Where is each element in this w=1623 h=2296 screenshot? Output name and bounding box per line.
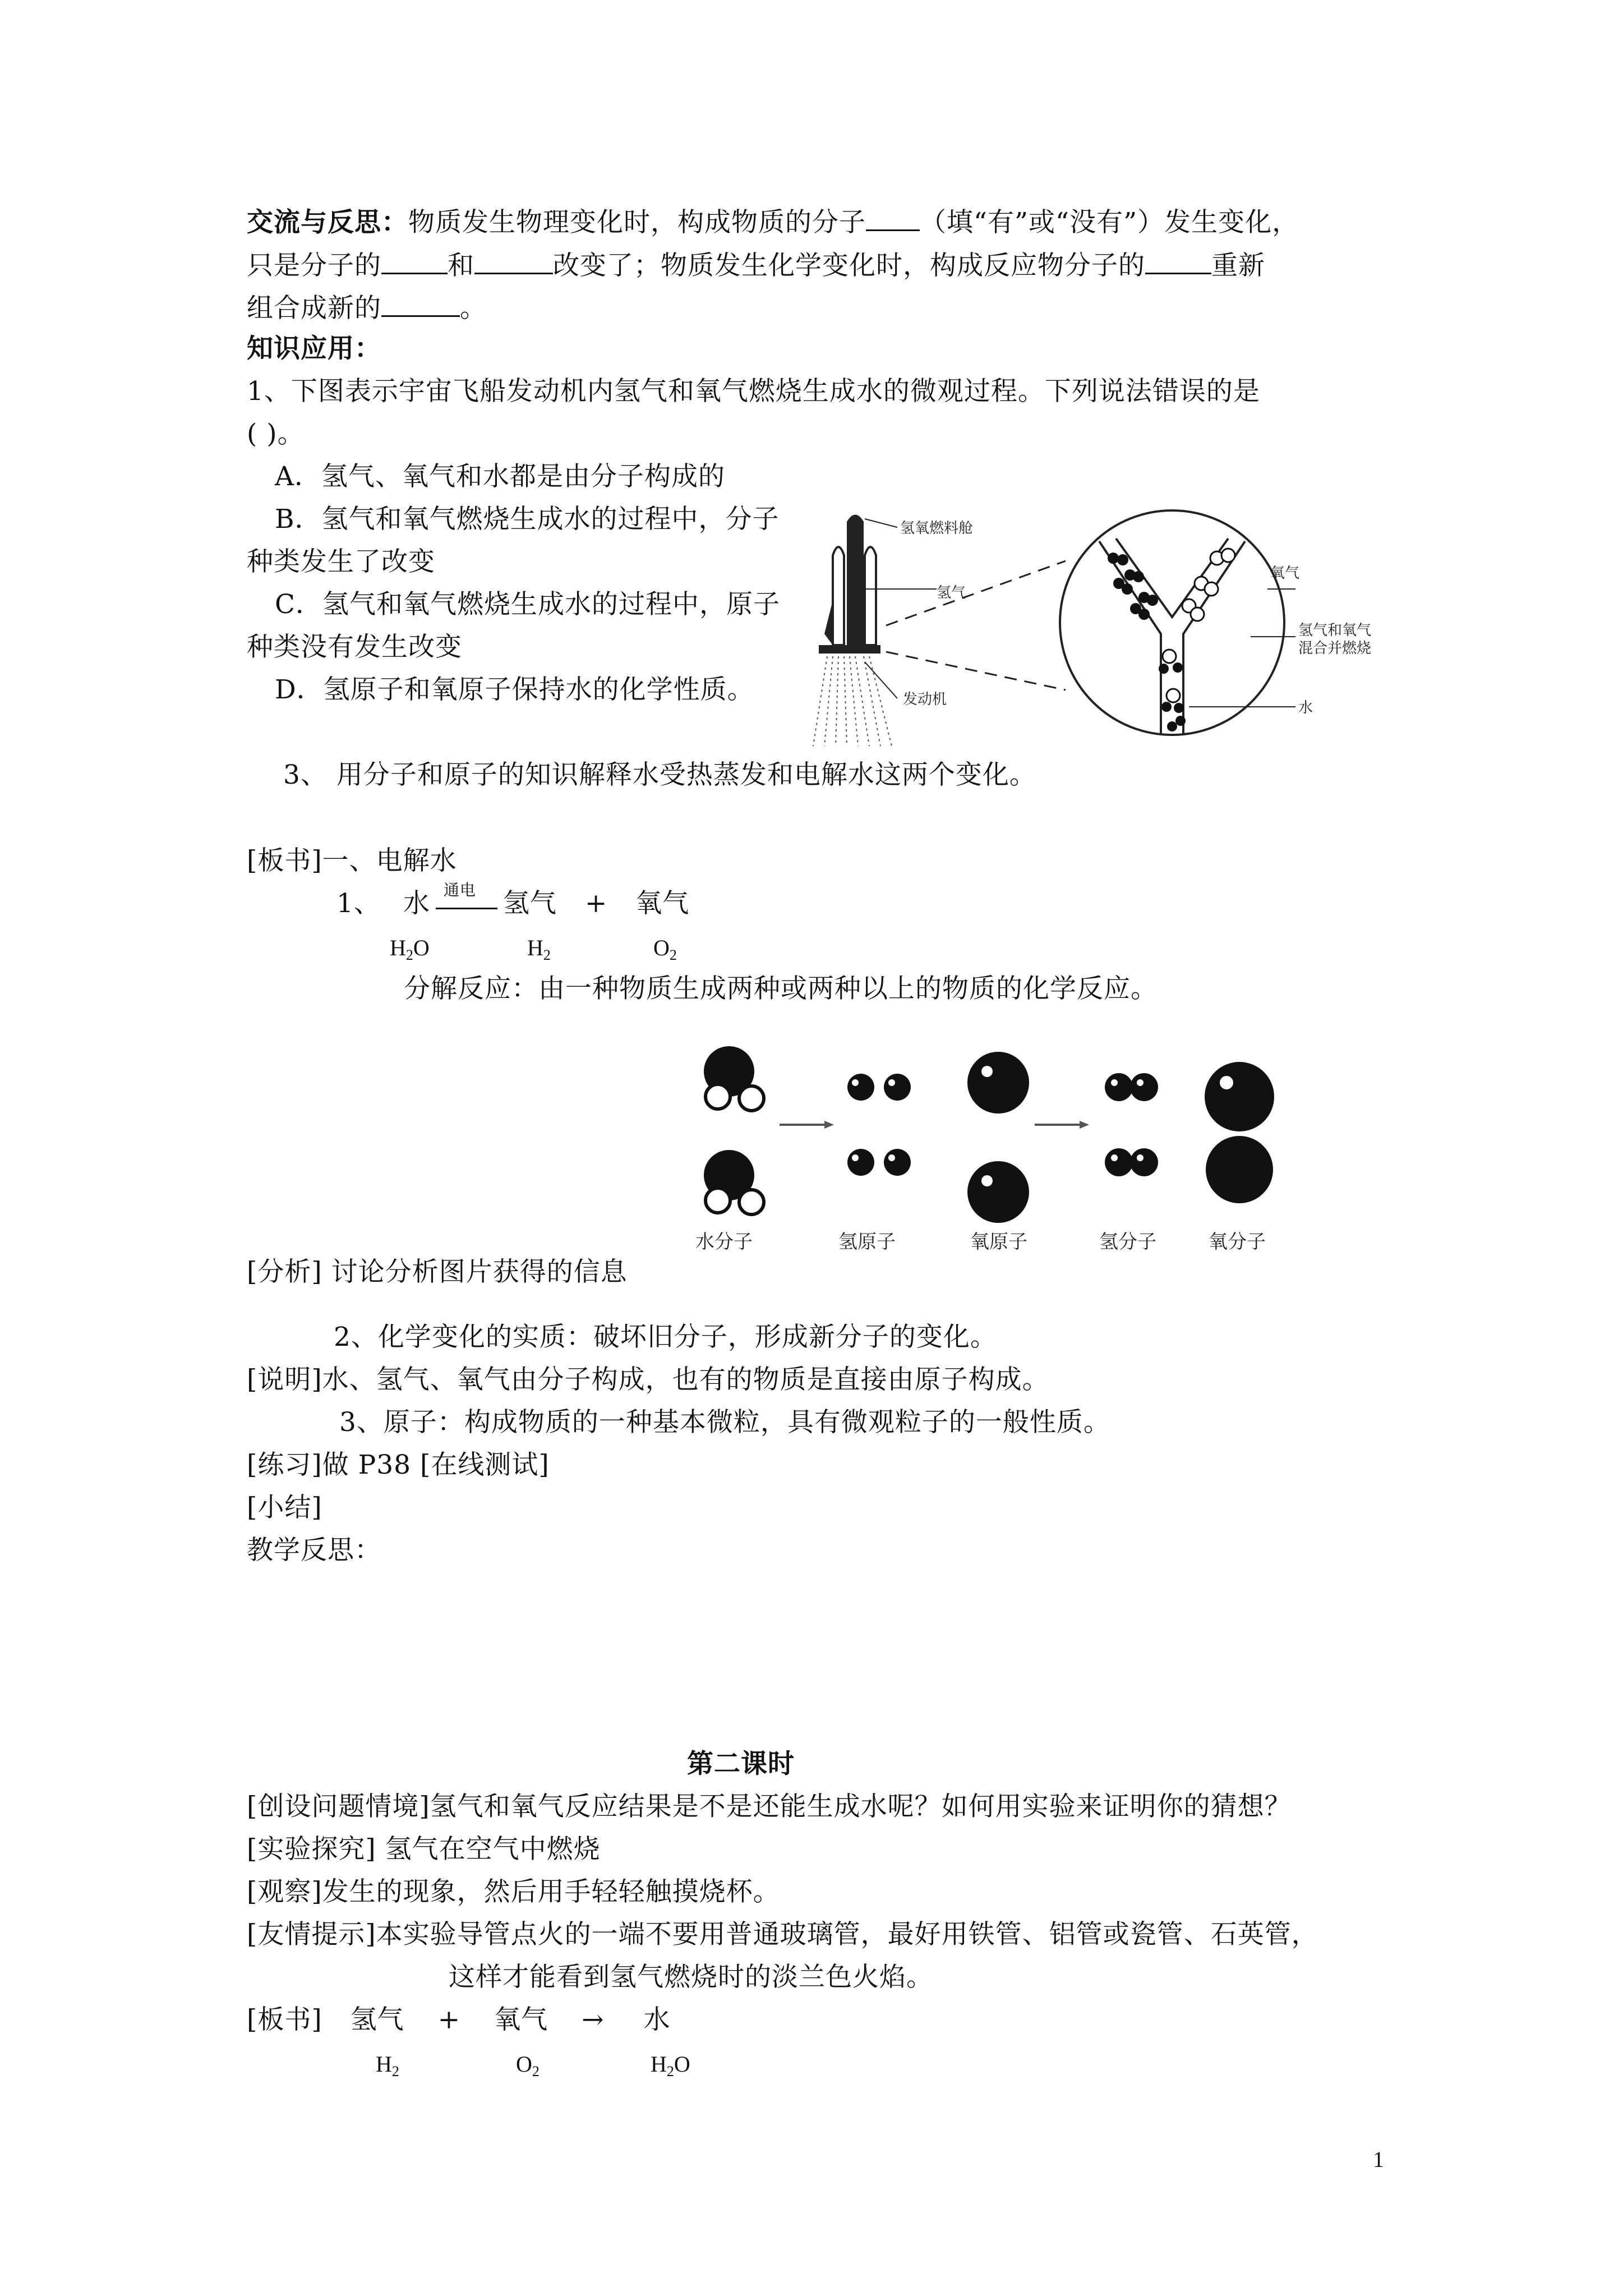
reflection-line-3: 组合成新的 。 [247,289,487,325]
svg-text:氢氧燃料舱: 氢氧燃料舱 [900,520,974,537]
svg-text:氧气: 氧气 [1270,565,1300,582]
option-c-cont: 种类没有发生改变 [247,632,462,662]
option-a: A．氢气、氧气和水都是由分子构成的 [275,461,725,492]
svg-text:氧原子: 氧原子 [970,1231,1027,1253]
board-title: [板书]一、电解水 [247,845,457,876]
svg-text:氢气: 氢气 [937,585,966,601]
question-1-bracket: ( )。 [247,418,305,449]
reflection-line-1: 交流与反思：物质发生物理变化时，构成物质的分子 （填“有”或“没有”）发生变化， [247,204,1299,240]
answer-blank[interactable] [866,204,920,231]
question-1: 1、下图表示宇宙飞船发动机内氢气和氧气燃烧生成水的微观过程。下列说法错误的是 [247,376,1260,407]
tip-note-cont: 这样才能看到氢气燃烧时的淡兰色火焰。 [449,1962,933,1993]
problem-scenario: [创设问题情境]氢气和氧气反应结果是不是还能生成水呢？如何用实验来证明你的猜想？ [247,1791,1292,1822]
chemical-change-essence: 2、化学变化的实质：破坏旧分子，形成新分子的变化。 [334,1322,997,1352]
application-heading: 知识应用： [247,333,381,364]
engine-combustion-figure [802,505,1436,752]
svg-text:水: 水 [1298,700,1313,716]
decomposition-definition: 分解反应：由一种物质生成两种或两种以上的物质的化学反应。 [404,973,1158,1004]
formula-h2: $H_2$ [527,935,551,963]
water-decomposition-figure [687,1032,1304,1262]
formula-h2: $H_2$ [376,2051,399,2079]
page-number: 1 [1373,2147,1384,2172]
formula-o2: $O_2$ [516,2051,540,2079]
observation-note: [观察]发生的现象，然后用手轻轻触摸烧杯。 [247,1876,780,1907]
option-b: B．氢气和氧气燃烧生成水的过程中，分子 [275,504,780,535]
reflection-line-2: 只是分子的 和 改变了；物质发生化学变化时，构成反应物分子的 重新 [247,247,1265,283]
option-d: D．氢原子和氧原子保持水的化学性质。 [275,674,754,705]
svg-text:氧分子: 氧分子 [1209,1231,1266,1253]
rocket-icon [813,515,892,747]
practice-note: [练习]做 P38 [在线测试] [247,1450,550,1480]
electrolysis-equation: 1、 水 通电 氢气 + 氧气 [336,881,690,919]
water-molecules [1159,650,1186,731]
formula-h2o: $H_2O$ [390,935,430,963]
svg-text:氢气和氧气: 氢气和氧气 [1298,622,1372,639]
answer-blank[interactable] [474,247,553,274]
atom-definition: 3、原子：构成物质的一种基本微粒，具有微观粒子的一般性质。 [339,1407,1110,1438]
answer-blank[interactable] [1145,247,1211,274]
lesson-2-title: 第二课时 [687,1749,795,1779]
reaction-arrow: 通电 [436,890,497,912]
explanation-note: [说明]水、氢气、氧气由分子构成，也有的物质是直接由原子构成。 [247,1364,1049,1395]
combustion-equation: [板书] 氢气 + 氧气 → 水 [247,2004,671,2035]
tip-note: [友情提示]本实验导管点火的一端不要用普通玻璃管，最好用铁管、铝管或瓷管、石英管， [247,1919,1318,1950]
svg-text:水分子: 水分子 [695,1231,753,1253]
oxygen-molecules [1182,549,1235,621]
svg-text:氢分子: 氢分子 [1099,1231,1156,1253]
formula-o2: $O_2$ [653,935,677,963]
question-3: 3、 用分子和原子的知识解释水受热蒸发和电解水这两个变化。 [283,760,1036,790]
reflection-heading: 交流与反思： [247,207,408,238]
option-c: C．氢气和氧气燃烧生成水的过程中，原子 [275,589,780,620]
summary-note: [小结] [247,1492,322,1523]
svg-text:发动机: 发动机 [903,691,947,708]
experiment-note: [实验探究] 氢气在空气中燃烧 [247,1834,601,1865]
option-b-cont: 种类发生了改变 [247,546,435,577]
svg-text:混合并燃烧: 混合并燃烧 [1298,640,1372,657]
teaching-reflection: 教学反思： [247,1535,381,1566]
formula-h2o: $H_2O$ [651,2051,690,2079]
analysis-note: [分析] 讨论分析图片获得的信息 [247,1257,628,1287]
answer-blank[interactable] [381,289,460,317]
svg-text:氢原子: 氢原子 [838,1231,896,1253]
answer-blank[interactable] [381,247,448,274]
